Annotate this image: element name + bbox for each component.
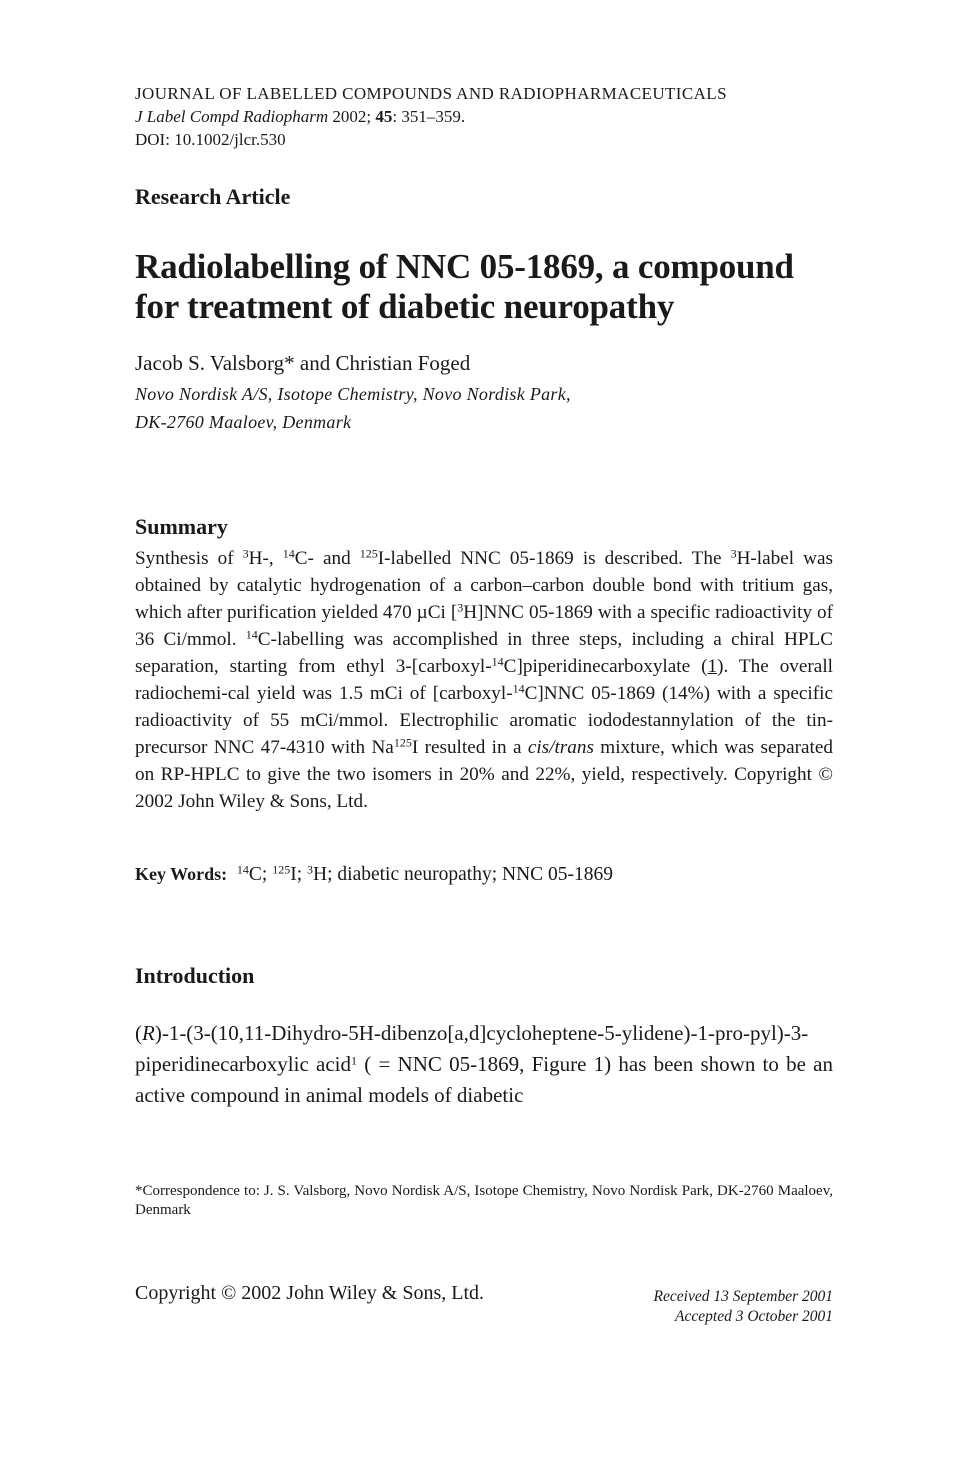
summary-run: C]NNC 05-1869 (14%) with a specific radioactivity of 55 mCi/mmol. Electrophilic aromatic iododestannylation of the tin-precursor NNC 47-4310 with Na xyxy=(135,683,834,758)
summary-run: H-label was obtained by catalytic hydrogenation of a carbon–carbon double bond with tritium gas, which after purification yielded 470 µCi [ xyxy=(135,548,833,623)
citation-volume: 45 xyxy=(375,107,393,126)
summary-run: Synthesis of xyxy=(135,548,243,569)
citation-pages: : 351–359. xyxy=(392,107,466,126)
isotope-sup: 14 xyxy=(491,654,504,669)
isotope-sup: 125 xyxy=(272,862,291,877)
key-words-run: H; diabetic neuropathy; NNC 05-1869 xyxy=(313,864,614,885)
article-type: Research Article xyxy=(135,184,291,209)
doi: DOI: 10.1002/jlcr.530 xyxy=(135,130,286,149)
correspondence-footnote: *Correspondence to: J. S. Valsborg, Novo Nordisk A/S, Isotope Chemistry, Novo Nordisk Park, DK-2760 Maaloev, Denmark xyxy=(135,1183,833,1218)
key-words-run: C; xyxy=(248,864,273,885)
key-words xyxy=(135,860,833,889)
intro-run: ( = NNC 05-1869, Figure 1) has been shown to be an active compound in animal models of diabetic xyxy=(135,1052,833,1107)
summary-run: C]piperidinecarboxylate ( xyxy=(503,656,708,677)
affiliation-line-2: DK-2760 Maaloev, Denmark xyxy=(135,412,352,432)
intro-run: )-1-(3-(10,11-Dihydro-5H-dibenzo[a,d]cycloheptene-5-ylidene)-1-pro-pyl)-3-piperidinecarboxylic acid xyxy=(135,1021,809,1076)
summary-italic: cis/trans xyxy=(527,737,594,758)
citation-abbrev: J Label Compd Radiopharm xyxy=(135,107,329,126)
introduction-text xyxy=(135,1018,833,1111)
key-words-run: I; xyxy=(290,864,308,885)
journal-header xyxy=(135,82,833,151)
article-title xyxy=(135,247,833,327)
isotope-sup: 3 xyxy=(730,546,737,561)
isotope-sup: 3 xyxy=(457,600,464,615)
received-date: Received 13 September 2001 xyxy=(653,1288,833,1305)
affiliation xyxy=(135,380,833,436)
isotope-sup: 14 xyxy=(282,546,295,561)
isotope-sup: 125 xyxy=(359,546,378,561)
summary-run: C- and xyxy=(294,548,360,569)
footer-copyright: Copyright © 2002 John Wiley & Sons, Ltd. xyxy=(135,1282,485,1304)
compound-ref: 1 xyxy=(707,656,718,677)
journal-citation xyxy=(135,105,833,128)
introduction-heading: Introduction xyxy=(135,963,255,988)
isotope-sup: 3 xyxy=(242,546,249,561)
isotope-sup: 14 xyxy=(512,681,525,696)
summary-heading: Summary xyxy=(135,514,228,539)
summary-run: H]NNC 05-1869 with a specific radioactivity of 36 Ci/mmol. xyxy=(135,602,833,650)
journal-name: JOURNAL OF LABELLED COMPOUNDS AND RADIOPHARMACEUTICALS xyxy=(135,84,727,103)
citation-year: 2002; xyxy=(328,107,376,126)
intro-run: ( xyxy=(135,1021,142,1045)
intro-italic: R xyxy=(142,1021,155,1045)
received-dates xyxy=(654,1287,833,1327)
title-line-2: for treatment of diabetic neuropathy xyxy=(135,287,675,326)
summary-run: I resulted in a xyxy=(411,737,528,758)
summary-run: I-labelled NNC 05-1869 is described. The xyxy=(377,548,731,569)
summary-run: C-labelling was accomplished in three steps, including a chiral HPLC separation, starting from ethyl 3-[carboxyl- xyxy=(135,629,834,677)
title-line-1: Radiolabelling of NNC 05-1869, a compound xyxy=(135,247,794,286)
isotope-sup: 3 xyxy=(307,862,314,877)
accepted-date: Accepted 3 October 2001 xyxy=(675,1308,833,1325)
summary-run: H-, xyxy=(248,548,283,569)
isotope-sup: 14 xyxy=(245,627,258,642)
summary-run: mixture, which was separated on RP-HPLC to give the two isomers in 20% and 22%, yield, respectively. Copyright © 2002 John Wiley & Sons, Ltd. xyxy=(135,737,834,812)
reference-sup: 1 xyxy=(350,1053,357,1068)
summary-run: ). The overall radiochemi-cal yield was 1.5 mCi of [carboxyl- xyxy=(135,656,833,704)
key-words-label: Key Words: xyxy=(135,864,228,884)
summary-text xyxy=(135,545,833,815)
isotope-sup: 14 xyxy=(236,862,249,877)
isotope-sup: 125 xyxy=(393,735,412,750)
affiliation-line-1: Novo Nordisk A/S, Isotope Chemistry, Novo Nordisk Park, xyxy=(135,384,571,404)
authors: Jacob S. Valsborg* and Christian Foged xyxy=(135,351,471,375)
